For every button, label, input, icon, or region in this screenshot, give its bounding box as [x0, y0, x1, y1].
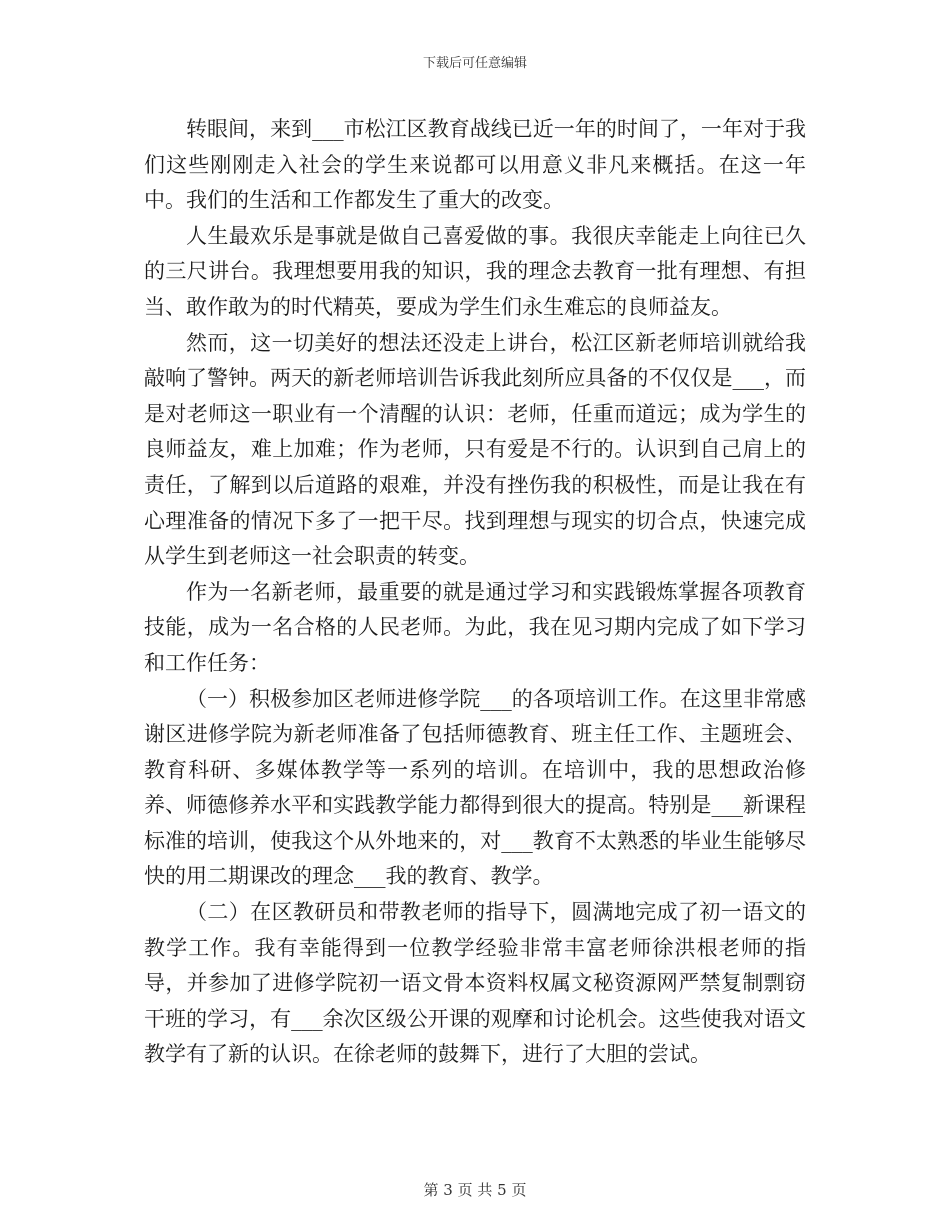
paragraph-intro: 转眼间，来到___市松江区教育战线已近一年的时间了，一年对于我们这些刚刚走入社会的学生来说都可以用意义非凡来概括。在这一年中。我们的生活和工作都发生了重大的改变。 [144, 117, 806, 213]
paragraph-task-one: （一）积极参加区老师进修学院___的各项培训工作。在这里非常感谢区进修学院为新老师准备了包括师德教育、班主任工作、主题班会、教育科研、多媒体教学等一系列的培训。在培训中，我的思想政治修养、师德修养水平和实践教学能力都得到很大的提高。特别是___新课程标准的培训，使我这个从外地来的，对___教育不太熟悉的毕业生能够尽快的用二期课改的理念___我的教育、教学。 [144, 686, 806, 889]
paragraph-tasks-intro: 作为一名新老师，最重要的就是通过学习和实践锻炼掌握各项教育技能，成为一名合格的人民老师。为此，我在见习期内完成了如下学习和工作任务： [144, 579, 806, 675]
document-body [144, 112, 806, 1073]
paragraph-aspiration: 人生最欢乐是事就是做自己喜爱做的事。我很庆幸能走上向往已久的三尺讲台。我理想要用我的知识，我的理念去教育一批有理想、有担当、敢作敢为的时代精英，要成为学生们永生难忘的良师益友。 [144, 223, 806, 319]
paragraph-training: 然而，这一切美好的想法还没走上讲台，松江区新老师培训就给我敲响了警钟。两天的新老师培训告诉我此刻所应具备的不仅仅是___，而是对老师这一职业有一个清醒的认识：老师，任重而道远；成为学生的良师益友，难上加难；作为老师，只有爱是不行的。认识到自己肩上的责任，了解到以后道路的艰难，并没有挫伤我的积极性，而是让我在有心理准备的情况下多了一把干尽。找到理想与现实的切合点，快速完成从学生到老师这一社会职责的转变。 [144, 330, 806, 569]
page-number: 第 3 页 共 5 页 [423, 1181, 527, 1199]
paragraph-task-two: （二）在区教研员和带教老师的指导下，圆满地完成了初一语文的教学工作。我有幸能得到一位教学经验非常丰富老师徐洪根老师的指导，并参加了进修学院初一语文骨本资料权属文秘资源网严禁复制剽窃干班的学习，有___余次区级公开课的观摩和讨论机会。这些使我对语文教学有了新的认识。在徐老师的鼓舞下，进行了大胆的尝试。 [144, 900, 806, 1067]
page-header-note: 下载后可任意编辑 [422, 56, 527, 71]
